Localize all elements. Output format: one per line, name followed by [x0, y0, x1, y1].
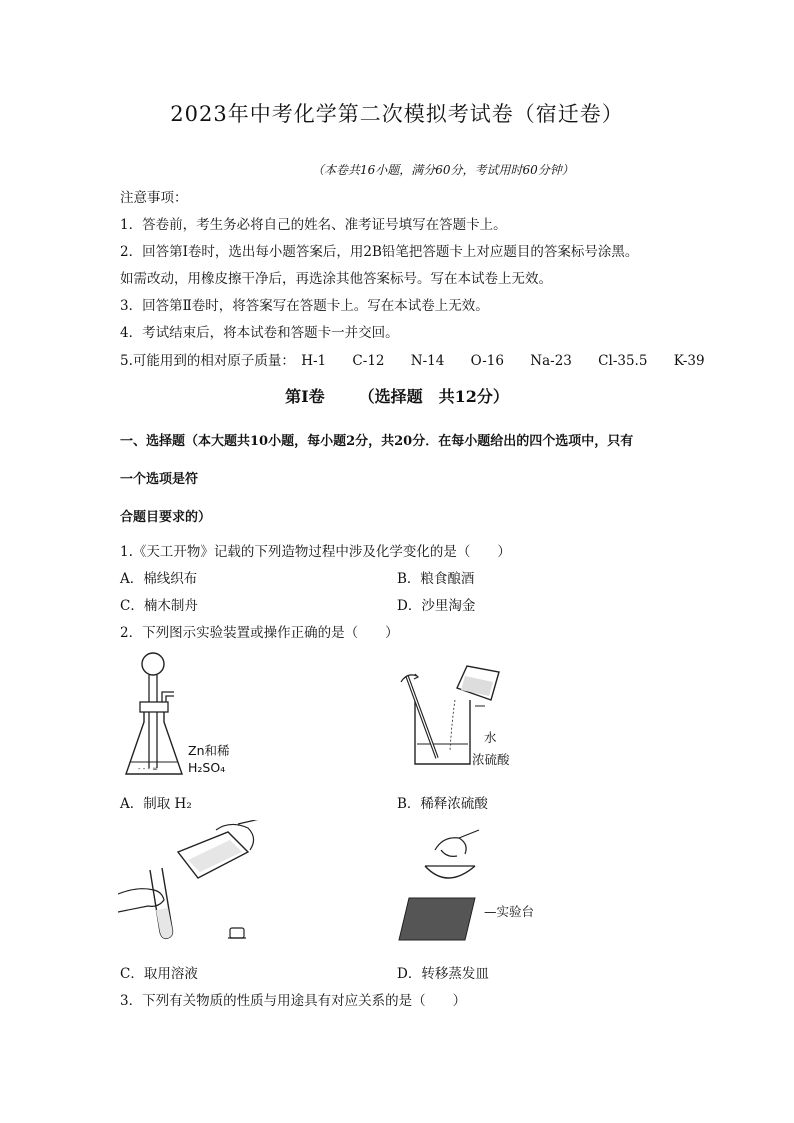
- note-item-2-cont: 如需改动，用橡皮擦干净后，再选涂其他答案标号。写在本试卷上无效。: [120, 271, 552, 287]
- section-name: 第Ⅰ卷: [285, 387, 325, 406]
- section-heading: [0, 384, 794, 407]
- q2-option-a: A．制取 H₂: [120, 796, 192, 812]
- figure-b-label-water: 水: [484, 730, 497, 745]
- figure-b-label-acid: 浓硫酸: [472, 752, 510, 767]
- section-desc: （选择题 共12分）: [358, 387, 509, 406]
- note-item-4: 4．考试结束后，将本试卷和答题卡一并交回。: [120, 325, 399, 341]
- q2-stem: 2．下列图示实验装置或操作正确的是（ ）: [120, 625, 399, 641]
- exam-title: 2023年中考化学第二次模拟考试卷（宿迁卷）: [170, 102, 624, 126]
- atomic-mass-h: H-1: [301, 353, 327, 369]
- atomic-mass-prefix: 5.可能用到的相对原子质量：: [120, 353, 295, 369]
- atomic-mass-k: K-39: [673, 353, 705, 369]
- part-one-line-1: 一、选择题（本大题共10小题，每小题2分，共20分．在每小题给出的四个选项中，只有: [120, 434, 634, 449]
- q1-option-d: D．沙里淘金: [397, 598, 476, 614]
- atomic-mass-n: N-14: [410, 353, 445, 369]
- note-item-2: 2．回答第Ⅰ卷时，选出每小题答案后，用2B铅笔把答题卡上对应题目的答案标号涂黑。: [120, 244, 639, 260]
- note-item-1: 1．答卷前，考生务必将自己的姓名、准考证号填写在答题卡上。: [120, 217, 507, 233]
- svg-text:- - - ∞: - - - ∞: [138, 765, 159, 773]
- q1-option-b: B．粮食酿酒: [397, 571, 475, 587]
- atomic-mass-c: C-12: [352, 353, 385, 369]
- q2-option-b: B．稀释浓硫酸: [397, 796, 488, 812]
- atomic-mass-na: Na-23: [530, 353, 572, 369]
- exam-subtitle: （本卷共16小题，满分60分，考试用时60分钟）: [312, 163, 574, 177]
- q1-option-a: A．棉线织布: [120, 571, 198, 587]
- q2-option-c: C．取用溶液: [120, 966, 198, 982]
- figure-a-label-1: Zn和稀: [188, 743, 230, 758]
- atomic-mass-o: O-16: [470, 353, 504, 369]
- q1-option-c: C．楠木制舟: [120, 598, 198, 614]
- q1-stem: 1.《天工开物》记载的下列造物过程中涉及化学变化的是（ ）: [120, 544, 511, 560]
- q3-stem: 3．下列有关物质的性质与用途具有对应关系的是（ ）: [120, 993, 467, 1009]
- figure-c-pouring: [118, 820, 268, 950]
- notes-heading: 注意事项：: [120, 190, 188, 206]
- atomic-mass-line: [120, 349, 727, 369]
- figure-a-flask: [118, 650, 248, 780]
- atomic-mass-cl: Cl-35.5: [598, 353, 648, 369]
- note-item-3: 3．回答第Ⅱ卷时，将答案写在答题卡上。写在本试卷上无效。: [120, 298, 489, 314]
- part-one-line-2: 一个选项是符: [120, 472, 199, 487]
- figure-d-evaporating-dish: [395, 828, 495, 943]
- q2-option-d: D．转移蒸发皿: [397, 966, 489, 982]
- figure-d-label: —实验台: [484, 904, 535, 919]
- figure-d-label-text: 实验台: [496, 904, 535, 919]
- figure-a-label-2: H₂SO₄: [188, 760, 226, 775]
- part-one-line-3: 合题目要求的）: [120, 510, 212, 525]
